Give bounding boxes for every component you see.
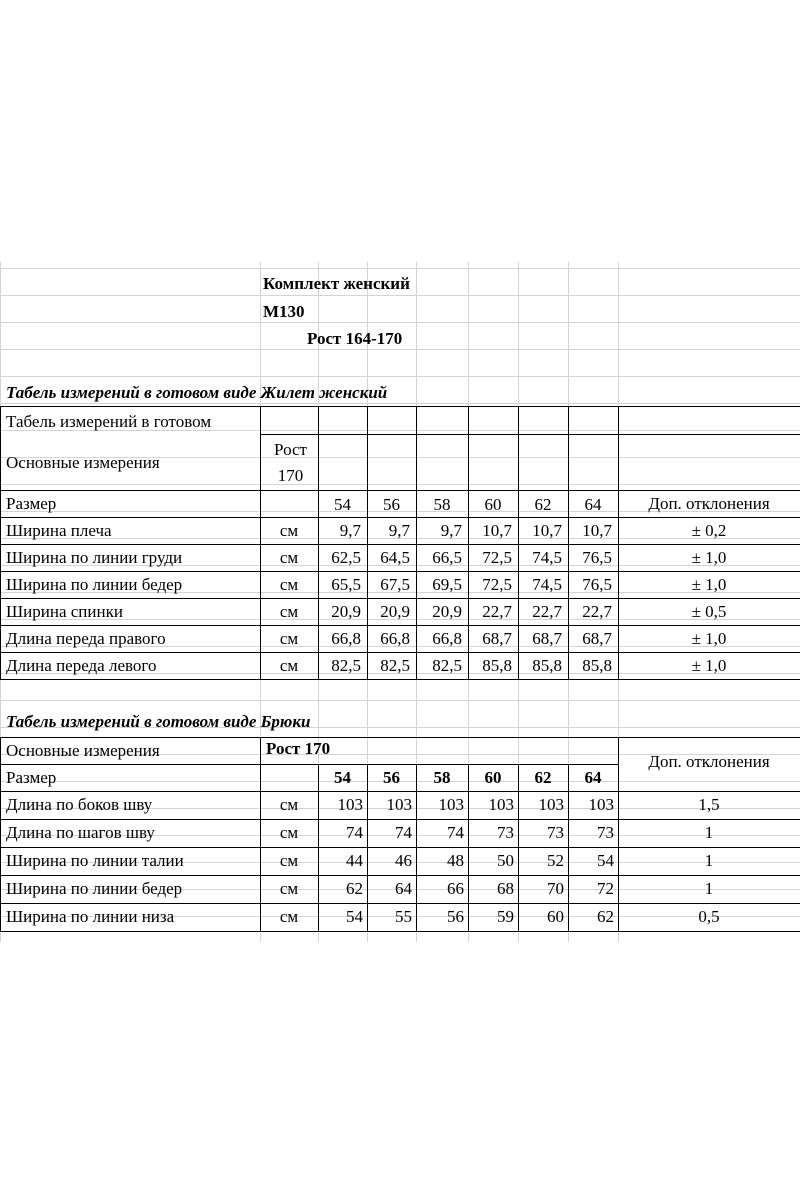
trousers-row-name: Ширина по линии талии [6, 851, 184, 870]
vest-row-unit: см [279, 629, 299, 648]
table-border-vertical [318, 764, 319, 932]
vest-row-name: Ширина спинки [6, 602, 123, 621]
vest-value-cell: 68,7 [532, 629, 562, 648]
table-border-vertical [318, 406, 319, 680]
vest-value-cell: 85,8 [532, 656, 562, 675]
trousers-value-cell: 68 [497, 879, 514, 898]
table-border-horizontal [0, 875, 800, 876]
trousers-height-label: Рост 170 [266, 739, 331, 758]
trousers-size-cell: 60 [484, 768, 502, 787]
height-range: Рост 164-170 [307, 329, 403, 348]
trousers-value-cell: 62 [597, 907, 614, 926]
vest-value-cell: 64,5 [380, 548, 410, 567]
trousers-tolerance-cell: 1 [704, 823, 714, 842]
trousers-size-label: Размер [6, 768, 57, 787]
vest-tolerance-cell: ± 1,0 [691, 629, 727, 648]
gridline-horizontal [0, 376, 800, 377]
trousers-tolerance-header: Доп. отклонения [648, 752, 770, 771]
vest-table-caption: Табель измерений в готовом виде Жилет женский [6, 383, 388, 402]
trousers-value-cell: 103 [438, 795, 464, 814]
table-border-horizontal [0, 679, 800, 680]
trousers-value-cell: 103 [588, 795, 614, 814]
trousers-value-cell: 56 [447, 907, 464, 926]
vest-tolerance-cell: ± 1,0 [691, 548, 727, 567]
trousers-value-cell: 70 [547, 879, 564, 898]
table-border-vertical [0, 737, 1, 932]
trousers-value-cell: 66 [447, 879, 464, 898]
vest-value-cell: 22,7 [532, 602, 562, 621]
vest-tolerance-cell: ± 0,2 [691, 521, 727, 540]
vest-value-cell: 22,7 [482, 602, 512, 621]
vest-row-unit: см [279, 575, 299, 594]
vest-value-cell: 67,5 [380, 575, 410, 594]
trousers-value-cell: 73 [597, 823, 614, 842]
vest-value-cell: 85,8 [482, 656, 512, 675]
trousers-size-cell: 64 [584, 768, 602, 787]
vest-value-cell: 66,8 [331, 629, 361, 648]
vest-value-cell: 62,5 [331, 548, 361, 567]
trousers-row-name: Ширина по линии низа [6, 907, 175, 926]
vest-tolerance-cell: ± 1,0 [691, 656, 727, 675]
vest-value-cell: 10,7 [582, 521, 612, 540]
vest-value-cell: 76,5 [582, 548, 612, 567]
table-border-horizontal [0, 571, 800, 572]
vest-row-unit: см [279, 602, 299, 621]
vest-value-cell: 68,7 [582, 629, 612, 648]
model-code: М130 [263, 302, 305, 321]
table-border-horizontal [0, 406, 800, 407]
table-border-vertical [260, 737, 261, 932]
table-border-vertical [416, 764, 417, 932]
vest-value-cell: 9,7 [339, 521, 361, 540]
gridline-horizontal [0, 484, 800, 485]
vest-value-cell: 82,5 [432, 656, 462, 675]
vest-value-cell: 76,5 [582, 575, 612, 594]
vest-row-name: Ширина по линии груди [6, 548, 183, 567]
table-border-vertical [568, 406, 569, 680]
gridline-horizontal [0, 268, 800, 269]
trousers-row-unit: см [279, 907, 299, 926]
vest-row-name: Длина переда левого [6, 656, 157, 675]
vest-height-label: Рост [274, 440, 307, 459]
trousers-value-cell: 64 [395, 879, 412, 898]
trousers-value-cell: 62 [346, 879, 363, 898]
table-border-vertical [468, 764, 469, 932]
trousers-tolerance-cell: 1 [704, 851, 714, 870]
trousers-value-cell: 59 [497, 907, 514, 926]
trousers-value-cell: 44 [346, 851, 363, 870]
vest-value-cell: 20,9 [380, 602, 410, 621]
vest-value-cell: 10,7 [482, 521, 512, 540]
table-border-horizontal [0, 652, 800, 653]
trousers-table-caption: Табель измерений в готовом виде Брюки [6, 712, 311, 731]
trousers-row-name: Длина по боков шву [6, 795, 153, 814]
trousers-value-cell: 52 [547, 851, 564, 870]
trousers-value-cell: 103 [337, 795, 363, 814]
vest-value-cell: 68,7 [482, 629, 512, 648]
vest-size-cell: 60 [484, 495, 502, 514]
table-border-vertical [468, 406, 469, 680]
trousers-value-cell: 54 [597, 851, 614, 870]
vest-value-cell: 20,9 [331, 602, 361, 621]
vest-value-cell: 74,5 [532, 548, 562, 567]
trousers-size-cell: 54 [334, 768, 351, 787]
trousers-value-cell: 60 [547, 907, 564, 926]
vest-tolerance-cell: ± 1,0 [691, 575, 727, 594]
trousers-value-cell: 73 [547, 823, 564, 842]
table-border-vertical [568, 764, 569, 932]
vest-value-cell: 82,5 [331, 656, 361, 675]
vest-value-cell: 66,8 [432, 629, 462, 648]
table-border-vertical [416, 406, 417, 680]
table-border-vertical [260, 406, 261, 680]
trousers-value-cell: 73 [497, 823, 514, 842]
trousers-value-cell: 55 [395, 907, 412, 926]
trousers-value-cell: 103 [386, 795, 412, 814]
table-border-horizontal [0, 517, 800, 518]
table-border-horizontal [0, 598, 800, 599]
table-border-horizontal [0, 819, 800, 820]
trousers-value-cell: 74 [395, 823, 412, 842]
trousers-size-cell: 62 [534, 768, 552, 787]
table-border-vertical [618, 406, 619, 680]
table-border-horizontal [0, 544, 800, 545]
vest-size-cell: 64 [584, 495, 602, 514]
vest-height-value: 170 [277, 466, 304, 485]
vest-value-cell: 72,5 [482, 548, 512, 567]
gridline-horizontal [0, 295, 800, 296]
table-border-vertical [618, 737, 619, 932]
table-border-vertical [367, 764, 368, 932]
trousers-value-cell: 46 [395, 851, 412, 870]
trousers-value-cell: 72 [597, 879, 614, 898]
vest-row-name: Длина переда правого [6, 629, 166, 648]
vest-main-label: Основные измерения [6, 453, 160, 472]
vest-value-cell: 66,5 [432, 548, 462, 567]
trousers-value-cell: 103 [488, 795, 514, 814]
set-title: Комплект женский [263, 274, 410, 293]
trousers-row-name: Длина по шагов шву [6, 823, 155, 842]
table-border-vertical [0, 406, 1, 680]
vest-value-cell: 69,5 [432, 575, 462, 594]
table-border-horizontal [0, 931, 800, 932]
trousers-value-cell: 103 [538, 795, 564, 814]
vest-value-cell: 65,5 [331, 575, 361, 594]
vest-size-cell: 62 [534, 495, 552, 514]
vest-size-cell: 58 [433, 495, 451, 514]
vest-value-cell: 22,7 [582, 602, 612, 621]
vest-size-cell: 56 [383, 495, 400, 514]
table-border-horizontal [0, 791, 800, 792]
trousers-row-unit: см [279, 795, 299, 814]
table-border-vertical [518, 764, 519, 932]
trousers-value-cell: 74 [346, 823, 363, 842]
trousers-size-cell: 56 [383, 768, 400, 787]
table-border-horizontal [260, 434, 800, 435]
vest-value-cell: 74,5 [532, 575, 562, 594]
trousers-size-cell: 58 [433, 768, 451, 787]
trousers-value-cell: 50 [497, 851, 514, 870]
trousers-row-unit: см [279, 879, 299, 898]
table-border-horizontal [0, 847, 800, 848]
table-border-vertical [518, 406, 519, 680]
vest-value-cell: 72,5 [482, 575, 512, 594]
table-border-horizontal [0, 625, 800, 626]
trousers-main-label: Основные измерения [6, 741, 160, 760]
gridline-horizontal [0, 322, 800, 323]
gridline-horizontal [0, 349, 800, 350]
table-border-horizontal [0, 490, 800, 491]
vest-value-cell: 82,5 [380, 656, 410, 675]
vest-size-label: Размер [6, 494, 57, 513]
vest-value-cell: 66,8 [380, 629, 410, 648]
trousers-row-unit: см [279, 823, 299, 842]
gridline-horizontal [0, 403, 800, 404]
trousers-tolerance-cell: 1,5 [698, 795, 720, 814]
trousers-tolerance-cell: 0,5 [698, 907, 720, 926]
vest-value-cell: 10,7 [532, 521, 562, 540]
vest-table-subtitle: Табель измерений в готовом [6, 412, 212, 431]
vest-value-cell: 9,7 [440, 521, 462, 540]
vest-size-cell: 54 [334, 495, 351, 514]
vest-tolerance-cell: ± 0,5 [691, 602, 727, 621]
trousers-row-name: Ширина по линии бедер [6, 879, 183, 898]
trousers-value-cell: 54 [346, 907, 363, 926]
vest-value-cell: 9,7 [388, 521, 410, 540]
table-border-horizontal [0, 737, 800, 738]
vest-row-name: Ширина по линии бедер [6, 575, 183, 594]
vest-value-cell: 20,9 [432, 602, 462, 621]
vest-value-cell: 85,8 [582, 656, 612, 675]
table-border-horizontal [0, 903, 800, 904]
vest-row-unit: см [279, 656, 299, 675]
vest-row-unit: см [279, 548, 299, 567]
trousers-value-cell: 74 [447, 823, 464, 842]
vest-row-unit: см [279, 521, 299, 540]
gridline-horizontal [0, 700, 800, 701]
table-border-horizontal [0, 764, 619, 765]
vest-row-name: Ширина плеча [6, 521, 112, 540]
trousers-value-cell: 48 [447, 851, 464, 870]
trousers-tolerance-cell: 1 [704, 879, 714, 898]
vest-tolerance-header: Доп. отклонения [648, 494, 770, 513]
table-border-vertical [367, 406, 368, 680]
trousers-row-unit: см [279, 851, 299, 870]
